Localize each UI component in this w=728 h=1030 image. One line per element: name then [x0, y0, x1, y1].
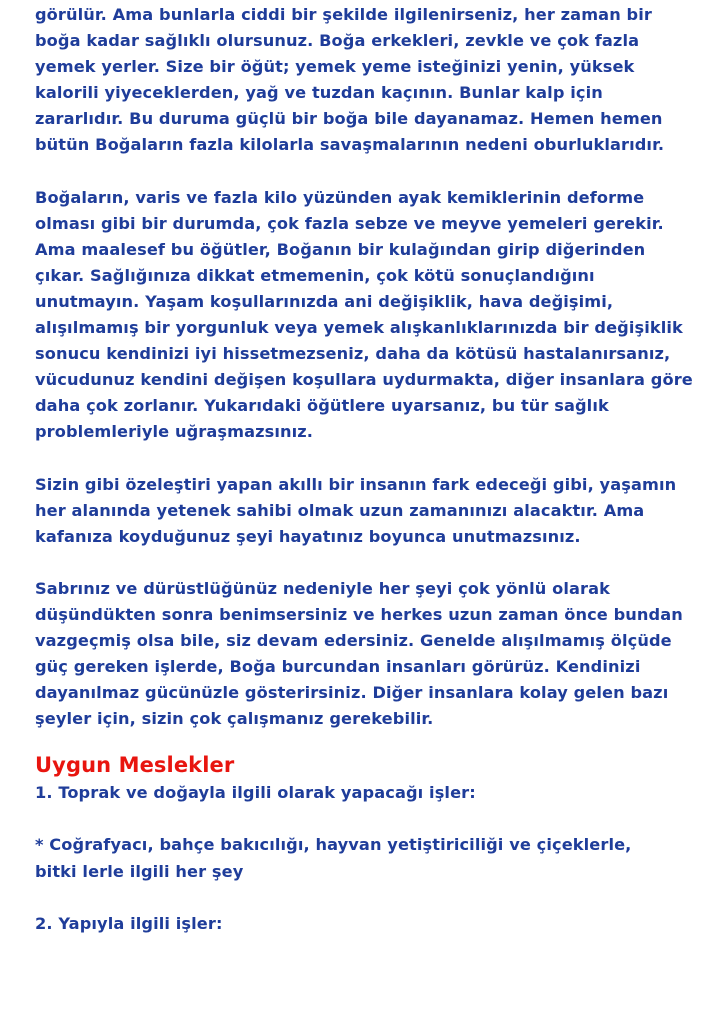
- text-line: çıkar. Sağlığınıza dikkat etmemenin, çok kötü sonuçlandığını: [35, 265, 595, 285]
- paragraph-spacer: [35, 159, 715, 185]
- profession-item-1: [35, 780, 715, 806]
- paragraph-spacer: [35, 446, 715, 472]
- text-line: düşündükten sonra benimsersiniz ve herkes uzun zaman önce bundan: [35, 604, 683, 624]
- text-line: bitki lerle ilgili her şey: [35, 861, 244, 881]
- text-line: olması gibi bir durumda, çok fazla sebze ve meyve yemeleri gerekir.: [35, 213, 664, 233]
- text-line: yemek yerler. Size bir öğüt; yemek yeme isteğinizi yenin, yüksek: [35, 57, 635, 77]
- text-line: daha çok zorlanır. Yukarıdaki öğütlere uyarsanız, bu tür sağlık: [35, 396, 609, 416]
- paragraph-health: [35, 185, 715, 446]
- text-line: Sabrınız ve dürüstlüğünüz nedeniyle her şeyi çok yönlü olarak: [35, 578, 610, 598]
- text-line: güç gereken işlerde, Boğa burcundan insanları görürüz. Kendinizi: [35, 657, 641, 677]
- text-line: boğa kadar sağlıklı olursunuz. Boğa erkekleri, zevkle ve çok fazla: [35, 31, 640, 51]
- section-heading: Uygun Meslekler: [35, 753, 235, 778]
- paragraph-diet: [35, 2, 715, 159]
- text-line: problemleriyle uğraşmazsınız.: [35, 422, 314, 442]
- paragraph-spacer: [35, 885, 715, 911]
- paragraph-self-criticism: [35, 472, 715, 550]
- text-line: her alanında yetenek sahibi olmak uzun zamanınızı alacaktır. Ama: [35, 500, 645, 520]
- text-line: 2. Yapıyla ilgili işler:: [35, 913, 223, 933]
- text-line: Ama maalesef bu öğütler, Boğanın bir kulağından girip diğerinden: [35, 239, 646, 259]
- text-line: görülür. Ama bunlarla ciddi bir şekilde ilgilenirseniz, her zaman bir: [35, 5, 652, 24]
- paragraph-patience: [35, 576, 715, 733]
- text-line: alışılmamış bir yorgunluk veya yemek alışkanlıklarınızda bir değişiklik: [35, 318, 683, 338]
- text-line: 1. Toprak ve doğayla ilgili olarak yapacağı işler:: [35, 783, 476, 803]
- text-line: zararlıdır. Bu duruma güçlü bir boğa bile dayanamaz. Hemen hemen: [35, 109, 663, 129]
- profession-item-1-detail: [35, 832, 715, 884]
- text-line: Sizin gibi özeleştiri yapan akıllı bir insanın fark edeceği gibi, yaşamın: [35, 474, 677, 494]
- text-line: kalorili yiyeceklerden, yağ ve tuzdan kaçının. Bunlar kalp için: [35, 83, 603, 103]
- text-line: vücudunuz kendini değişen koşullara uydurmakta, diğer insanlara göre: [35, 370, 693, 390]
- text-line: bütün Boğaların fazla kilolarla savaşmalarının nedeni oburluklarıdır.: [35, 135, 665, 155]
- text-line: kafanıza koyduğunuz şeyi hayatınız boyunca unutmazsınız.: [35, 526, 581, 546]
- paragraph-spacer: [35, 806, 715, 832]
- paragraph-spacer: [35, 550, 715, 576]
- text-line: dayanılmaz gücünüzle gösterirsiniz. Diğer insanlara kolay gelen bazı: [35, 683, 669, 703]
- text-line: vazgeçmiş olsa bile, siz devam edersiniz. Genelde alışılmamış ölçüde: [35, 630, 672, 650]
- document-page: [35, 0, 715, 937]
- text-line: Boğaların, varis ve fazla kilo yüzünden ayak kemiklerinin deforme: [35, 187, 645, 207]
- text-line: * Coğrafyacı, bahçe bakıcılığı, hayvan yetiştiriciliği ve çiçeklerle,: [35, 835, 632, 855]
- text-line: unutmayın. Yaşam koşullarınızda ani değişiklik, hava değişimi,: [35, 291, 614, 311]
- text-line: sonucu kendinizi iyi hissetmezseniz, daha da kötüsü hastalanırsanız,: [35, 344, 671, 364]
- text-line: şeyler için, sizin çok çalışmanız gerekebilir.: [35, 709, 434, 729]
- profession-item-2: [35, 911, 715, 937]
